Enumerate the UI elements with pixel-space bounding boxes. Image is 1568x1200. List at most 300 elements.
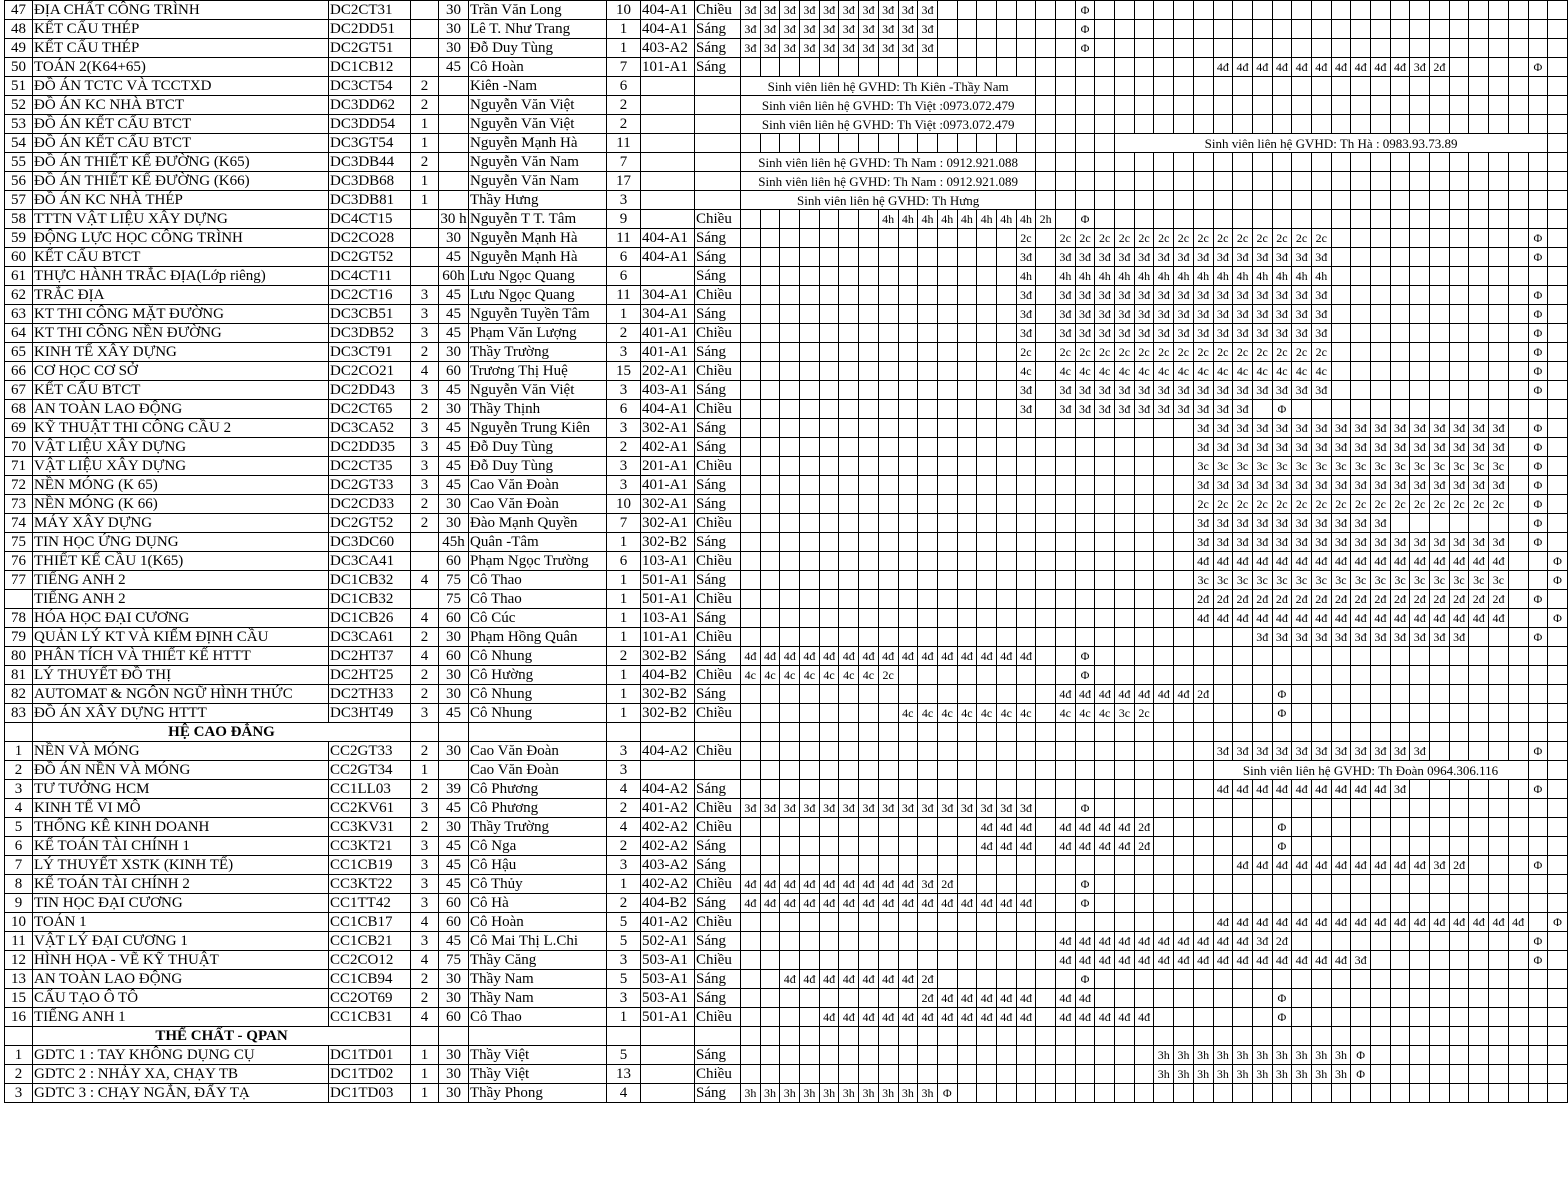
week-cell: 3đ: [1292, 742, 1312, 761]
week-cell: 4c: [977, 704, 997, 723]
week-cell: 4đ: [1449, 609, 1469, 628]
week-cell: [898, 571, 918, 590]
week-cell: [1311, 685, 1331, 704]
week-cell: [760, 1008, 780, 1027]
week-cell: 2đ: [1272, 590, 1292, 609]
week-cell: 4đ: [1075, 818, 1095, 837]
course-name: GDTC 3 : CHẠY NGẮN, ĐẨY TẠ: [33, 1084, 329, 1103]
week-cell: [859, 742, 879, 761]
week-cell: [1036, 96, 1056, 115]
week-cell: 4c: [1233, 362, 1253, 381]
week-cell: [1311, 96, 1331, 115]
lecturer: Lê T. Như Trang: [469, 20, 607, 39]
week-cell: [1134, 1084, 1154, 1103]
week-cell: [760, 1046, 780, 1065]
week-cell: 4đ: [1193, 932, 1213, 951]
room: [641, 115, 695, 134]
week-cell: [996, 438, 1016, 457]
week-cell: [819, 704, 839, 723]
week-cell: 2c: [1193, 229, 1213, 248]
week-cell: [1410, 286, 1430, 305]
week-cell: [1233, 191, 1253, 210]
week-cell: [937, 229, 957, 248]
group-count: 1: [607, 628, 641, 647]
table-row: [5, 248, 1568, 267]
week-cell: [1449, 894, 1469, 913]
week-cell: [1449, 1046, 1469, 1065]
week-cell: [1233, 77, 1253, 96]
week-cell: 3h: [800, 1084, 820, 1103]
week-cell: [839, 210, 859, 229]
week-cell: [1292, 115, 1312, 134]
credits: 1: [411, 115, 439, 134]
week-cell: 3đ: [1292, 476, 1312, 495]
week-cell: [1174, 172, 1194, 191]
week-cell: 3đ: [1193, 514, 1213, 533]
week-cell: [1036, 666, 1056, 685]
room: 404-A1: [641, 1, 695, 20]
week-cell: 3đ: [1233, 742, 1253, 761]
week-cell: [1548, 191, 1568, 210]
table-row: [5, 286, 1568, 305]
week-cell: [1489, 381, 1509, 400]
credits: 2: [411, 818, 439, 837]
advisor-note: Sinh viên liên hệ GVHD: Th Hà : 0983.93.73.89: [1115, 134, 1548, 153]
week-cell: [1036, 761, 1056, 780]
week-cell: [1233, 894, 1253, 913]
week-cell: [1390, 894, 1410, 913]
row-number: [5, 723, 33, 742]
week-cell: 3đ: [1193, 533, 1213, 552]
exam-marker: Φ: [1548, 571, 1568, 590]
course-code: DC3DB44: [329, 153, 411, 172]
week-cell: 4đ: [1449, 913, 1469, 932]
week-cell: [918, 248, 938, 267]
week-cell: 2đ: [1430, 590, 1450, 609]
week-cell: [741, 685, 761, 704]
empty-cell: [1272, 723, 1292, 742]
week-cell: [1331, 267, 1351, 286]
week-cell: [1528, 609, 1548, 628]
week-cell: [977, 476, 997, 495]
week-cell: [1371, 210, 1391, 229]
week-cell: [1508, 1065, 1528, 1084]
week-cell: 4đ: [1489, 913, 1509, 932]
week-cell: [1115, 856, 1135, 875]
week-cell: [760, 324, 780, 343]
week-cell: [1292, 153, 1312, 172]
week-cell: [1056, 172, 1076, 191]
week-cell: [977, 381, 997, 400]
week-cell: 3đ: [760, 20, 780, 39]
week-cell: [1174, 514, 1194, 533]
room: 403-A1: [641, 381, 695, 400]
week-cell: [937, 533, 957, 552]
week-cell: [1489, 837, 1509, 856]
lecturer: Phạm Hồng Quân: [469, 628, 607, 647]
week-cell: [1213, 172, 1233, 191]
week-cell: [1056, 153, 1076, 172]
empty-cell: [878, 723, 898, 742]
week-cell: [1489, 628, 1509, 647]
week-cell: [1174, 191, 1194, 210]
week-cell: 2c: [1233, 495, 1253, 514]
periods: 45: [439, 324, 469, 343]
week-cell: [1351, 932, 1371, 951]
course-name: TƯ TƯỞNG HCM: [33, 780, 329, 799]
week-cell: [1548, 628, 1568, 647]
week-cell: [839, 400, 859, 419]
course-code: DC3CA41: [329, 552, 411, 571]
course-name: THỐNG KÊ KINH DOANH: [33, 818, 329, 837]
week-cell: 4đ: [898, 647, 918, 666]
week-cell: [1548, 685, 1568, 704]
week-cell: 4đ: [1351, 552, 1371, 571]
week-cell: [1213, 894, 1233, 913]
week-cell: [1469, 989, 1489, 1008]
week-cell: [977, 457, 997, 476]
week-cell: [1351, 20, 1371, 39]
week-cell: 3h: [1311, 1065, 1331, 1084]
week-cell: [741, 362, 761, 381]
week-cell: 3đ: [1213, 742, 1233, 761]
week-cell: 3c: [1449, 571, 1469, 590]
week-cell: [741, 248, 761, 267]
week-cell: [918, 685, 938, 704]
week-cell: 4h: [1154, 267, 1174, 286]
row-number: 77: [5, 571, 33, 590]
week-cell: [1508, 666, 1528, 685]
week-cell: [859, 609, 879, 628]
week-cell: 3đ: [1351, 419, 1371, 438]
week-cell: [1508, 419, 1528, 438]
week-cell: 4đ: [1390, 856, 1410, 875]
week-cell: [898, 476, 918, 495]
week-cell: 4h: [937, 210, 957, 229]
week-cell: [1449, 115, 1469, 134]
week-cell: [1213, 20, 1233, 39]
week-cell: [760, 989, 780, 1008]
week-cell: [1390, 1046, 1410, 1065]
week-cell: [1036, 571, 1056, 590]
week-cell: [780, 514, 800, 533]
week-cell: [1016, 419, 1036, 438]
week-cell: 4c: [918, 704, 938, 723]
week-cell: [839, 286, 859, 305]
week-cell: [1233, 1008, 1253, 1027]
week-cell: [839, 856, 859, 875]
week-cell: [780, 476, 800, 495]
week-cell: [1410, 153, 1430, 172]
week-cell: 4đ: [1252, 951, 1272, 970]
credits: 4: [411, 647, 439, 666]
week-cell: [1016, 875, 1036, 894]
group-count: 1: [607, 609, 641, 628]
week-cell: 3đ: [859, 799, 879, 818]
periods: 30: [439, 1046, 469, 1065]
week-cell: [1430, 267, 1450, 286]
week-cell: [1430, 742, 1450, 761]
week-cell: [1056, 134, 1076, 153]
week-cell: 3đ: [1075, 305, 1095, 324]
week-cell: [1154, 77, 1174, 96]
week-cell: 3đ: [1095, 381, 1115, 400]
week-cell: 3đ: [996, 799, 1016, 818]
week-cell: [1371, 286, 1391, 305]
week-cell: 4đ: [1489, 609, 1509, 628]
week-cell: [1528, 20, 1548, 39]
week-cell: 3đ: [1075, 400, 1095, 419]
course-name: KẾ TOÁN TÀI CHÍNH 2: [33, 875, 329, 894]
week-cell: [819, 590, 839, 609]
week-cell: [1252, 666, 1272, 685]
credits: [411, 20, 439, 39]
exam-marker: Φ: [1075, 799, 1095, 818]
week-cell: [1331, 818, 1351, 837]
week-cell: 3đ: [839, 799, 859, 818]
week-cell: [996, 533, 1016, 552]
week-cell: [1469, 400, 1489, 419]
week-cell: [760, 913, 780, 932]
week-cell: [937, 419, 957, 438]
week-cell: [1508, 229, 1528, 248]
week-cell: [859, 362, 879, 381]
row-number: 82: [5, 685, 33, 704]
week-cell: [1036, 267, 1056, 286]
week-cell: [741, 324, 761, 343]
week-cell: [819, 761, 839, 780]
week-cell: [1430, 989, 1450, 1008]
week-cell: [1449, 1, 1469, 20]
week-cell: [1095, 1046, 1115, 1065]
week-cell: [760, 590, 780, 609]
session: Sáng: [695, 267, 741, 286]
week-cell: [918, 628, 938, 647]
empty-cell: [641, 723, 695, 742]
week-cell: [800, 628, 820, 647]
credits: 1: [411, 191, 439, 210]
week-cell: [1469, 780, 1489, 799]
week-cell: 4đ: [1056, 1008, 1076, 1027]
week-cell: [1528, 210, 1548, 229]
course-code: DC3CA61: [329, 628, 411, 647]
week-cell: [1272, 96, 1292, 115]
week-cell: [1548, 58, 1568, 77]
week-cell: [1134, 476, 1154, 495]
week-cell: [1115, 58, 1135, 77]
week-cell: [957, 571, 977, 590]
credits: 4: [411, 609, 439, 628]
advisor-note: Sinh viên liên hệ GVHD: Th Việt :0973.072.479: [741, 115, 1036, 134]
week-cell: [1075, 438, 1095, 457]
week-cell: [1449, 837, 1469, 856]
week-cell: 3đ: [1331, 628, 1351, 647]
week-cell: [1469, 1065, 1489, 1084]
exam-marker: Φ: [1528, 286, 1548, 305]
week-cell: 3đ: [741, 39, 761, 58]
lecturer: Thầy Trường: [469, 818, 607, 837]
week-cell: 3đ: [1075, 324, 1095, 343]
week-cell: [1016, 742, 1036, 761]
group-count: 2: [607, 115, 641, 134]
week-cell: [1508, 970, 1528, 989]
week-cell: [1115, 590, 1135, 609]
week-cell: [1016, 1065, 1036, 1084]
course-name: KẾ TOÁN TÀI CHÍNH 1: [33, 837, 329, 856]
week-cell: 3h: [1311, 1046, 1331, 1065]
week-cell: 3đ: [1489, 419, 1509, 438]
periods: 60: [439, 913, 469, 932]
week-cell: [1154, 837, 1174, 856]
week-cell: [1469, 172, 1489, 191]
row-number: 7: [5, 856, 33, 875]
week-cell: 4đ: [1174, 932, 1194, 951]
week-cell: [1075, 609, 1095, 628]
week-cell: [996, 476, 1016, 495]
week-cell: [1095, 989, 1115, 1008]
week-cell: 3đ: [1056, 400, 1076, 419]
week-cell: [937, 628, 957, 647]
periods: 45: [439, 476, 469, 495]
week-cell: 2c: [1430, 495, 1450, 514]
week-cell: [741, 476, 761, 495]
week-cell: [1056, 780, 1076, 799]
week-cell: [1371, 970, 1391, 989]
course-code: DC3DD62: [329, 96, 411, 115]
week-cell: 4đ: [800, 894, 820, 913]
week-cell: [1193, 894, 1213, 913]
week-cell: [977, 343, 997, 362]
room: 302-B2: [641, 704, 695, 723]
week-cell: [1056, 58, 1076, 77]
week-cell: [760, 343, 780, 362]
week-cell: [1134, 191, 1154, 210]
lecturer: Cao Văn Đoàn: [469, 761, 607, 780]
week-cell: [918, 856, 938, 875]
week-cell: [741, 1008, 761, 1027]
week-cell: 4đ: [839, 875, 859, 894]
week-cell: [1331, 837, 1351, 856]
week-cell: 2đ: [1292, 590, 1312, 609]
week-cell: 4đ: [898, 875, 918, 894]
week-cell: 3c: [1489, 571, 1509, 590]
week-cell: [800, 286, 820, 305]
week-cell: [1056, 476, 1076, 495]
week-cell: [957, 400, 977, 419]
lecturer: Cô Cúc: [469, 609, 607, 628]
week-cell: [1016, 514, 1036, 533]
week-cell: [1036, 381, 1056, 400]
week-cell: [1252, 1084, 1272, 1103]
course-name: TOÁN 2(K64+65): [33, 58, 329, 77]
table-row: [5, 514, 1568, 533]
week-cell: [1174, 704, 1194, 723]
week-cell: [1115, 77, 1135, 96]
week-cell: [1252, 970, 1272, 989]
week-cell: [1252, 989, 1272, 1008]
week-cell: [839, 267, 859, 286]
week-cell: [977, 666, 997, 685]
empty-cell: [1134, 1027, 1154, 1046]
table-row: [5, 685, 1568, 704]
group-count: 6: [607, 400, 641, 419]
week-cell: 3c: [1410, 571, 1430, 590]
session: [695, 77, 741, 96]
week-cell: [1390, 400, 1410, 419]
week-cell: [1193, 1, 1213, 20]
week-cell: [1410, 875, 1430, 894]
week-cell: [957, 438, 977, 457]
week-cell: [1351, 172, 1371, 191]
week-cell: [1233, 704, 1253, 723]
table-row: [5, 343, 1568, 362]
week-cell: [1115, 970, 1135, 989]
group-count: 1: [607, 20, 641, 39]
week-cell: 3c: [1193, 457, 1213, 476]
week-cell: [1548, 666, 1568, 685]
week-cell: [1489, 324, 1509, 343]
week-cell: [918, 400, 938, 419]
week-cell: [1528, 191, 1548, 210]
exam-marker: Φ: [1075, 894, 1095, 913]
session: Sáng: [695, 229, 741, 248]
group-count: 2: [607, 894, 641, 913]
week-cell: [1056, 609, 1076, 628]
week-cell: [859, 343, 879, 362]
week-cell: [1213, 628, 1233, 647]
week-cell: [1134, 1, 1154, 20]
week-cell: [1528, 115, 1548, 134]
week-cell: 4c: [760, 666, 780, 685]
week-cell: [1469, 932, 1489, 951]
week-cell: [977, 685, 997, 704]
week-cell: [1213, 970, 1233, 989]
week-cell: [800, 457, 820, 476]
table-row: [5, 552, 1568, 571]
week-cell: [1115, 514, 1135, 533]
week-cell: [1016, 39, 1036, 58]
week-cell: 4đ: [1371, 58, 1391, 77]
empty-cell: [1075, 1027, 1095, 1046]
week-cell: [1252, 875, 1272, 894]
exam-marker: Φ: [1272, 685, 1292, 704]
week-cell: [1134, 875, 1154, 894]
week-cell: [1469, 951, 1489, 970]
week-cell: [937, 134, 957, 153]
week-cell: 4đ: [1213, 932, 1233, 951]
week-cell: [1036, 153, 1056, 172]
week-cell: [859, 1065, 879, 1084]
week-cell: [1410, 799, 1430, 818]
week-cell: [1075, 77, 1095, 96]
week-cell: [1075, 628, 1095, 647]
credits: [411, 39, 439, 58]
week-cell: 3đ: [1095, 286, 1115, 305]
row-number: 16: [5, 1008, 33, 1027]
week-cell: 3đ: [1193, 248, 1213, 267]
session: Sáng: [695, 533, 741, 552]
periods: 30: [439, 628, 469, 647]
week-cell: [878, 381, 898, 400]
group-count: 2: [607, 438, 641, 457]
empty-cell: [1036, 1027, 1056, 1046]
week-cell: [1115, 172, 1135, 191]
week-cell: [1174, 20, 1194, 39]
room: 202-A1: [641, 362, 695, 381]
week-cell: [996, 742, 1016, 761]
week-cell: [760, 837, 780, 856]
week-cell: [1193, 875, 1213, 894]
